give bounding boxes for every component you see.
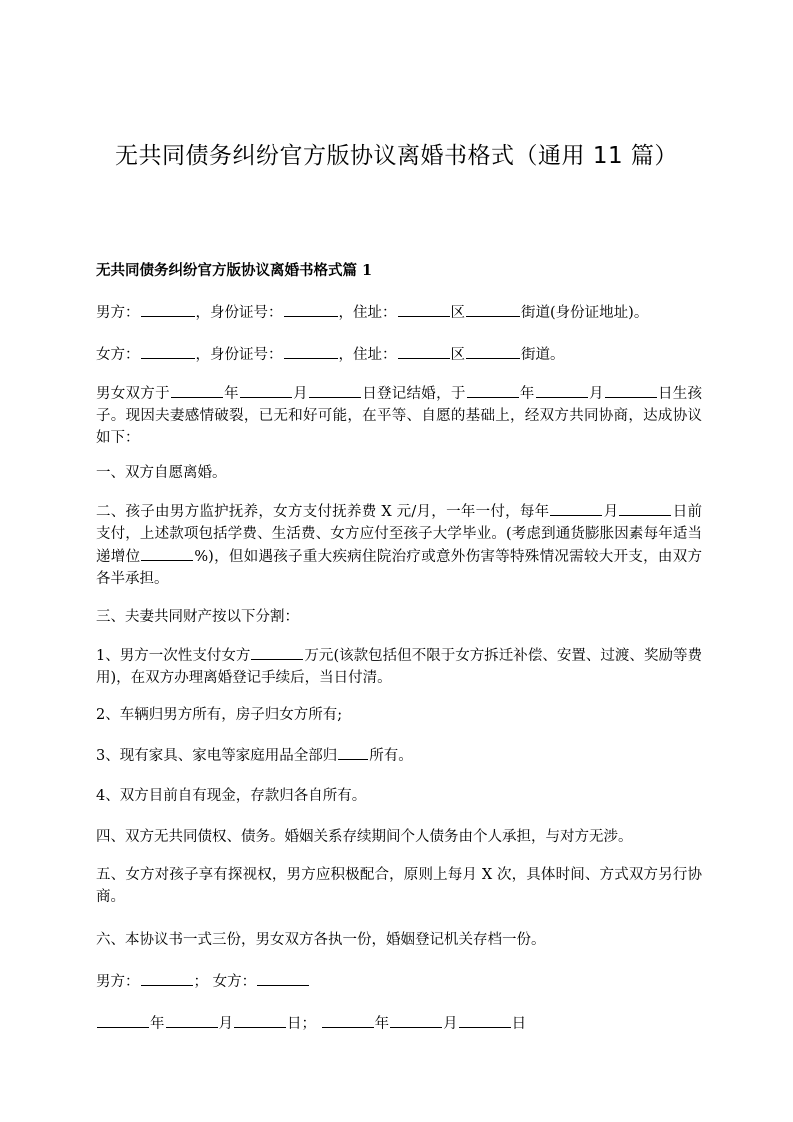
label-male: 男方： bbox=[96, 305, 140, 321]
blank-field bbox=[398, 301, 450, 317]
text: 日 bbox=[511, 1016, 527, 1032]
blank-field bbox=[97, 1012, 149, 1028]
text: 男女双方于 bbox=[96, 386, 170, 402]
blank-field bbox=[234, 1012, 286, 1028]
blank-field bbox=[338, 744, 368, 760]
blank-field bbox=[466, 343, 520, 359]
text: 月 bbox=[218, 1016, 233, 1032]
blank-field bbox=[141, 970, 193, 986]
text: 二、孩子由男方监护抚养，女方支付抚养费 X 元/月，一年一付，每年 bbox=[96, 504, 550, 520]
text: 月 bbox=[292, 386, 308, 402]
clause-3: 三、夫妻共同财产按以下分割： bbox=[96, 609, 299, 625]
label-id: ，身份证号： bbox=[195, 347, 283, 363]
blank-field bbox=[459, 1012, 511, 1028]
label-female: 女方： bbox=[96, 347, 140, 363]
subclause-3 bbox=[96, 744, 702, 767]
blank-field bbox=[322, 1012, 374, 1028]
blank-field bbox=[309, 382, 361, 398]
label-street: 街道(身份证地址)。 bbox=[521, 305, 649, 321]
subclause-2: 2、车辆归男方所有，房子归女方所有; bbox=[96, 707, 343, 723]
blank-field bbox=[536, 382, 588, 398]
label-id: ，身份证号： bbox=[195, 305, 283, 321]
blank-field bbox=[257, 970, 309, 986]
text: 年 bbox=[519, 386, 535, 402]
clause-5: 五、女方对孩子享有探视权，男方应积极配合，原则上每月 X 次，具体时间、方式双方另行协商。 bbox=[96, 867, 702, 905]
blank-field bbox=[284, 301, 338, 317]
clause-6: 六、本协议书一式三份，男女双方各执一份，婚姻登记机关存档一份。 bbox=[96, 932, 546, 948]
label-street: 街道。 bbox=[521, 347, 565, 363]
text: 日生孩子。现因夫妻感情破裂，已无和好可能，在平等、自愿的基础上，经双方共同协商，达成协议如下： bbox=[96, 386, 703, 446]
text: 年 bbox=[374, 1016, 390, 1032]
blank-field bbox=[171, 382, 223, 398]
text: 日； bbox=[287, 1016, 316, 1032]
marriage-paragraph bbox=[96, 382, 702, 449]
label-address: ，住址： bbox=[338, 347, 397, 363]
blank-field bbox=[467, 382, 519, 398]
text: 月 bbox=[588, 386, 604, 402]
text: 月 bbox=[603, 504, 619, 520]
signature-line bbox=[96, 970, 702, 993]
label-district: 区 bbox=[450, 347, 465, 363]
date-line bbox=[96, 1012, 702, 1035]
blank-field bbox=[240, 382, 292, 398]
clause-1: 一、双方自愿离婚。 bbox=[96, 465, 227, 481]
blank-field bbox=[619, 500, 671, 516]
clause-2 bbox=[96, 500, 702, 590]
clause-4: 四、双方无共同债权、债务。婚姻关系存续期间个人债务由个人承担，与对方无涉。 bbox=[96, 829, 633, 845]
blank-field bbox=[605, 382, 657, 398]
blank-field bbox=[166, 1012, 218, 1028]
blank-field bbox=[466, 301, 520, 317]
blank-field bbox=[550, 500, 602, 516]
text: 月 bbox=[443, 1016, 458, 1032]
blank-field bbox=[398, 343, 450, 359]
text: 日前支付，上述款项包括学费、生活费、女方应付至孩子大学毕业。(考虑到通货膨胀因素每年适当递增位 bbox=[96, 504, 702, 565]
subclause-4: 4、双方目前自有现金，存款归各自所有。 bbox=[96, 788, 367, 804]
text: 万元(该款包括但不限于女方拆迁补偿、安置、过渡、奖励等费用)，在双方办理离婚登记手续后，当日付清。 bbox=[96, 648, 702, 686]
label-address: ，住址： bbox=[338, 305, 397, 321]
text: 1、男方一次性支付女方 bbox=[96, 648, 251, 664]
blank-field bbox=[390, 1012, 442, 1028]
text: 年 bbox=[150, 1016, 165, 1032]
text: 年 bbox=[223, 386, 239, 402]
blank-field bbox=[141, 301, 195, 317]
section-title: 无共同债务纠纷官方版协议离婚书格式篇 1 bbox=[96, 262, 373, 279]
blank-field bbox=[251, 644, 303, 660]
text: 所有。 bbox=[369, 748, 413, 764]
subclause-1 bbox=[96, 644, 702, 689]
male-info-line bbox=[96, 301, 702, 324]
blank-field bbox=[284, 343, 338, 359]
text: ； bbox=[193, 974, 208, 990]
blank-field bbox=[141, 343, 195, 359]
text: 日登记结婚，于 bbox=[361, 386, 466, 402]
blank-field bbox=[141, 545, 193, 561]
text: 3、现有家具、家电等家庭用品全部归 bbox=[96, 748, 338, 764]
label-district: 区 bbox=[450, 305, 465, 321]
female-info-line bbox=[96, 343, 702, 366]
label-male: 男方： bbox=[96, 974, 140, 990]
label-female: 女方： bbox=[212, 974, 257, 990]
document-title: 无共同债务纠纷官方版协议离婚书格式（通用 11 篇） bbox=[115, 143, 678, 169]
text: %)，但如遇孩子重大疾病住院治疗或意外伤害等特殊情况需较大开支，由双方各半承担。 bbox=[96, 549, 703, 587]
